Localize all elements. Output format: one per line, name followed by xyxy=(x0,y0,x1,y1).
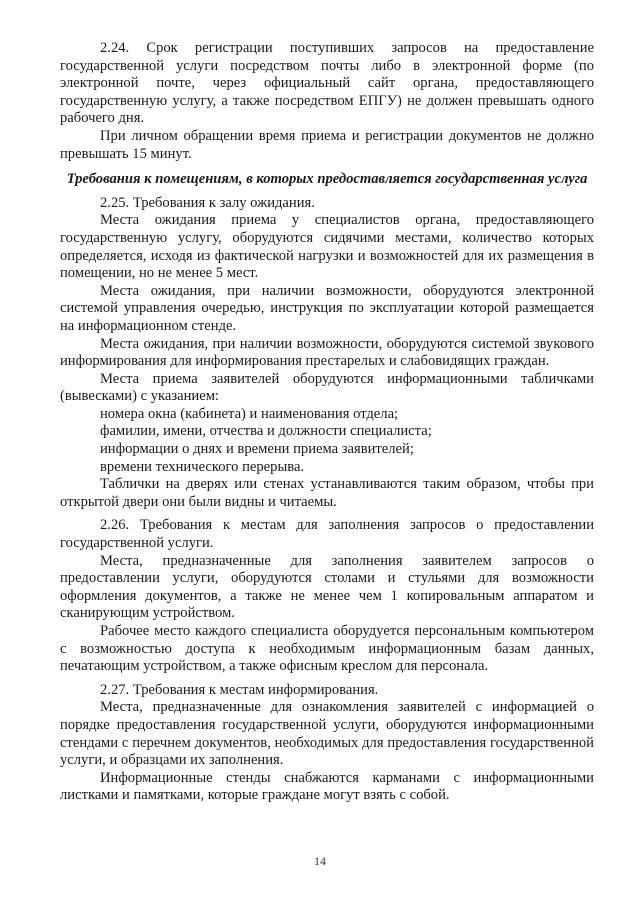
list-item: номера окна (кабинета) и наименования отдела; xyxy=(100,405,399,422)
paragraph-2-26: 2.26. Требования к местам для заполнения запросов о предоставлении государственной услуги. xyxy=(60,517,594,552)
paragraph-info-stands: Места, предназначенные для ознакомления заявителей с информацией о порядке предоставления государственной услуги, оборудуются информационными стендами с перечнем документов, необходимых для предоставления государственной услуги, и образцами их заполнения. xyxy=(60,699,594,769)
paragraph-filling-places: Места, предназначенные для заполнения заявителем запросов о предоставлении услуги, оборудуются столами и стульями для возможности оформления документов, а также не менее чем 1 копировальным аппаратом и сканирующим устройством. xyxy=(60,552,594,622)
paragraph-waiting-seats: Места ожидания приема у специалистов органа, предоставляющего государственную услугу, оборудуются сидячими местами, количество которых определяется, исходя из фактической нагрузки и возможностей для их размещения в помещении, но не менее 5 мест. xyxy=(60,212,594,282)
paragraph-sound-system: Места ожидания, при наличии возможности, оборудуются системой звукового информирования для информирования престарелых и слабовидящих граждан. xyxy=(60,335,594,370)
paragraph-info-plates: Места приема заявителей оборудуются информационными табличками (вывесками) с указанием: xyxy=(60,370,594,405)
paragraph-personal-visit: При личном обращении время приема и регистрации документов не должно превышать 15 минут. xyxy=(60,127,594,162)
paragraph-plates-visibility: Таблички на дверях или стенах устанавливаются таким образом, чтобы при открытой двери они были видны и читаемы. xyxy=(60,476,594,510)
list-item: фамилии, имени, отчества и должности специалиста; xyxy=(100,423,432,440)
paragraph-2-24: 2.24. Срок регистрации поступивших запросов на предоставление государственной услуги посредством почты либо в электронной форме (по электронной почте, через официальный сайт органа, предоставляющего государственную услугу, а также посредством ЕПГУ) не должен превышать одного рабочего дня. xyxy=(60,40,594,127)
list-item: информации о днях и времени приема заявителей; xyxy=(100,441,414,458)
list-item: времени технического перерыва. xyxy=(100,458,305,475)
paragraph-queue-system: Места ожидания, при наличии возможности, оборудуются электронной системой управления очередью, инструкция по эксплуатации которой размещается на информационном стенде. xyxy=(60,282,594,334)
paragraph-stand-pockets: Информационные стенды снабжаются карманами с информационными листками и памятками, которые граждане могут взять с собой. xyxy=(60,769,594,804)
page-number: 14 xyxy=(314,854,326,868)
section-heading: Требования к помещениям, в которых предоставляется государственная услуга xyxy=(66,171,588,188)
paragraph-2-25: 2.25. Требования к залу ожидания. xyxy=(100,194,315,211)
document-page xyxy=(60,40,594,805)
paragraph-2-27: 2.27. Требования к местам информирования. xyxy=(100,681,379,698)
paragraph-workplace: Рабочее место каждого специалиста оборудуется персональным компьютером с возможностью доступа к необходимым информационным базам данных, печатающим устройством, а также офисным креслом для персонала. xyxy=(60,623,594,675)
